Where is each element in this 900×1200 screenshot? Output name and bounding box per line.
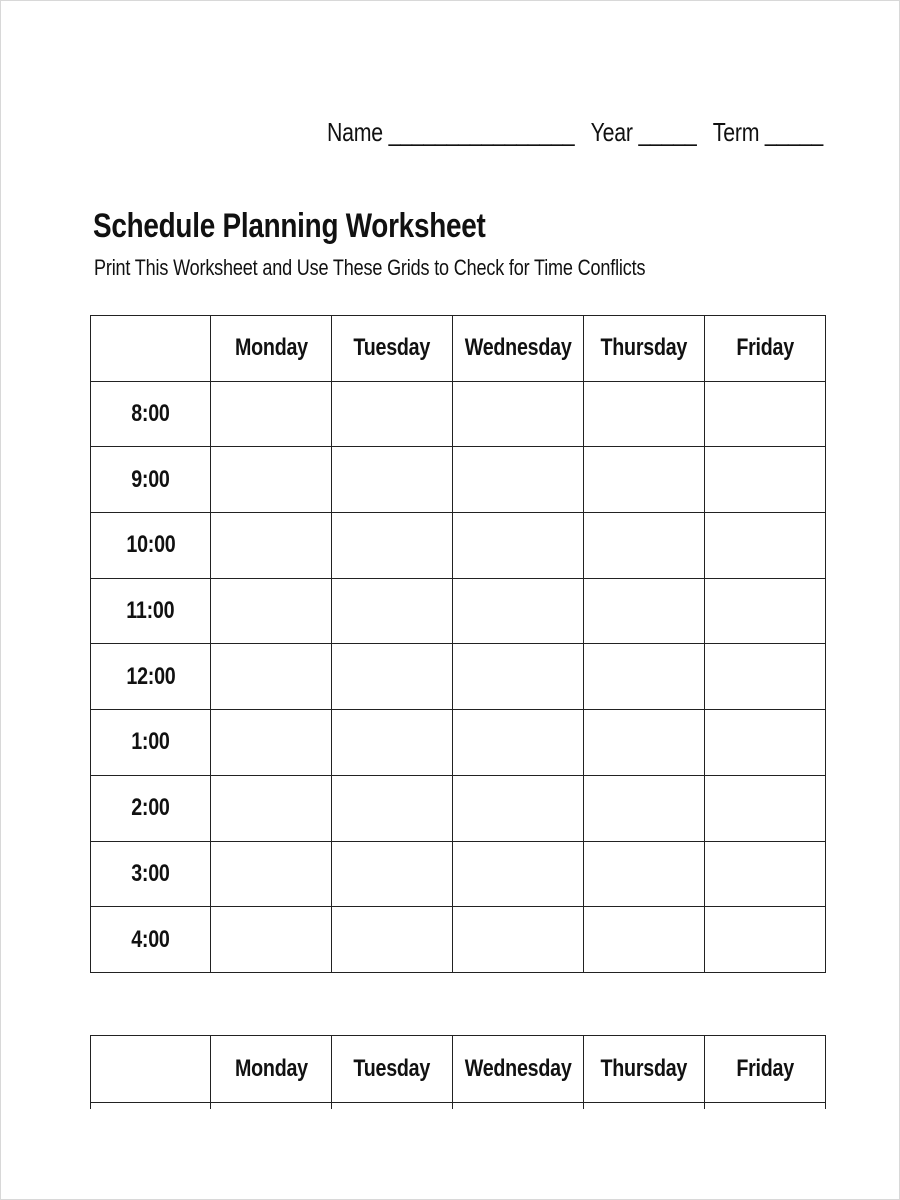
schedule-cell-thursday[interactable] [584, 775, 705, 841]
schedule-cell[interactable] [211, 1103, 332, 1110]
time-label-cell [91, 381, 211, 447]
schedule-cell-wednesday[interactable] [453, 907, 584, 973]
time-row [91, 775, 826, 841]
time-row [91, 447, 826, 513]
schedule-cell-friday[interactable] [705, 841, 826, 907]
day-header-friday [705, 1036, 826, 1103]
day-header-label: Friday [736, 1055, 795, 1082]
time-label: 10:00 [125, 531, 176, 559]
schedule-cell-tuesday[interactable] [332, 775, 453, 841]
schedule-cell-tuesday[interactable] [332, 841, 453, 907]
schedule-cell-tuesday[interactable] [332, 578, 453, 644]
schedule-cell-monday[interactable] [211, 710, 332, 776]
schedule-cell-wednesday[interactable] [453, 841, 584, 907]
time-row [91, 710, 826, 776]
schedule-grid-2 [90, 1035, 826, 1109]
year-label: Year [590, 117, 633, 147]
time-row [91, 907, 826, 973]
schedule-cell-thursday[interactable] [584, 841, 705, 907]
schedule-cell-tuesday[interactable] [332, 381, 453, 447]
schedule-cell-friday[interactable] [705, 907, 826, 973]
schedule-cell-wednesday[interactable] [453, 513, 584, 579]
schedule-grid-1 [90, 315, 826, 973]
page-title: Schedule Planning Worksheet [93, 207, 486, 245]
time-row [91, 644, 826, 710]
time-label-cell [91, 513, 211, 579]
schedule-cell-monday[interactable] [211, 578, 332, 644]
schedule-cell-tuesday[interactable] [332, 447, 453, 513]
schedule-cell-thursday[interactable] [584, 513, 705, 579]
schedule-cell-wednesday[interactable] [453, 447, 584, 513]
schedule-cell[interactable] [705, 1103, 826, 1110]
schedule-cell-friday[interactable] [705, 775, 826, 841]
schedule-cell-wednesday[interactable] [453, 578, 584, 644]
day-header-wednesday [453, 1036, 584, 1103]
schedule-cell-monday[interactable] [211, 841, 332, 907]
schedule-cell-wednesday[interactable] [453, 644, 584, 710]
schedule-cell-friday[interactable] [705, 710, 826, 776]
schedule-cell-thursday[interactable] [584, 644, 705, 710]
time-label: 3:00 [131, 859, 170, 887]
time-label-cell [91, 775, 211, 841]
grid-header-row [91, 1036, 826, 1103]
schedule-cell-tuesday[interactable] [332, 907, 453, 973]
schedule-cell-monday[interactable] [211, 907, 332, 973]
day-header-thursday [584, 316, 705, 382]
name-label: Name [327, 117, 383, 147]
time-row [91, 1103, 826, 1110]
day-header-wednesday [453, 316, 584, 382]
schedule-cell-thursday[interactable] [584, 907, 705, 973]
schedule-cell-wednesday[interactable] [453, 775, 584, 841]
time-row [91, 513, 826, 579]
time-row [91, 578, 826, 644]
schedule-cell[interactable] [453, 1103, 584, 1110]
time-label-cell [91, 710, 211, 776]
schedule-cell-tuesday[interactable] [332, 513, 453, 579]
day-header-tuesday [332, 316, 453, 382]
schedule-cell[interactable] [332, 1103, 453, 1110]
time-label: 2:00 [131, 794, 170, 822]
schedule-cell-monday[interactable] [211, 775, 332, 841]
grid-header-row [91, 316, 826, 382]
schedule-cell-wednesday[interactable] [453, 381, 584, 447]
time-row [91, 841, 826, 907]
schedule-cell-friday[interactable] [705, 447, 826, 513]
day-header-thursday [584, 1036, 705, 1103]
year-blank: _____ [638, 117, 697, 147]
time-label: 4:00 [131, 925, 170, 953]
time-label: 9:00 [131, 465, 170, 493]
page-subtitle: Print This Worksheet and Use These Grids to Check for Time Conflicts [94, 255, 646, 280]
day-header-monday [211, 1036, 332, 1103]
time-label: 1:00 [131, 728, 170, 756]
day-header-tuesday [332, 1036, 453, 1103]
schedule-cell-thursday[interactable] [584, 710, 705, 776]
schedule-cell-monday[interactable] [211, 644, 332, 710]
time-row [91, 381, 826, 447]
time-label: 8:00 [131, 400, 170, 428]
day-header-label: Tuesday [353, 334, 431, 362]
schedule-cell-monday[interactable] [211, 447, 332, 513]
day-header-label: Thursday [600, 334, 688, 362]
schedule-cell-monday[interactable] [211, 513, 332, 579]
day-header-label: Wednesday [464, 1055, 572, 1082]
day-header-label: Wednesday [464, 334, 572, 362]
time-label: 11:00 [126, 597, 175, 625]
time-label-cell [91, 907, 211, 973]
schedule-cell-friday[interactable] [705, 644, 826, 710]
day-header-label: Monday [234, 334, 308, 362]
day-header-friday [705, 316, 826, 382]
time-label-cell [91, 578, 211, 644]
schedule-cell-tuesday[interactable] [332, 710, 453, 776]
day-header-label: Friday [736, 334, 795, 362]
time-label: 12:00 [125, 662, 176, 690]
schedule-cell-tuesday[interactable] [332, 644, 453, 710]
day-header-monday [211, 316, 332, 382]
name-blank: ________________ [388, 117, 575, 147]
corner-cell [91, 316, 211, 382]
term-label: Term [712, 117, 760, 147]
schedule-cell-monday[interactable] [211, 381, 332, 447]
schedule-cell-wednesday[interactable] [453, 710, 584, 776]
time-label-cell [91, 841, 211, 907]
student-info-line [327, 117, 823, 151]
time-label-cell [91, 447, 211, 513]
schedule-cell-friday[interactable] [705, 513, 826, 579]
time-label-cell [91, 644, 211, 710]
schedule-cell-friday[interactable] [705, 381, 826, 447]
schedule-cell-thursday[interactable] [584, 381, 705, 447]
day-header-label: Tuesday [353, 1055, 431, 1082]
time-label-cell [91, 1103, 211, 1110]
term-blank: _____ [764, 117, 823, 147]
schedule-cell-thursday[interactable] [584, 578, 705, 644]
schedule-cell-friday[interactable] [705, 578, 826, 644]
corner-cell [91, 1036, 211, 1103]
day-header-label: Monday [234, 1055, 308, 1082]
schedule-cell-thursday[interactable] [584, 447, 705, 513]
day-header-label: Thursday [600, 1055, 688, 1082]
schedule-cell[interactable] [584, 1103, 705, 1110]
